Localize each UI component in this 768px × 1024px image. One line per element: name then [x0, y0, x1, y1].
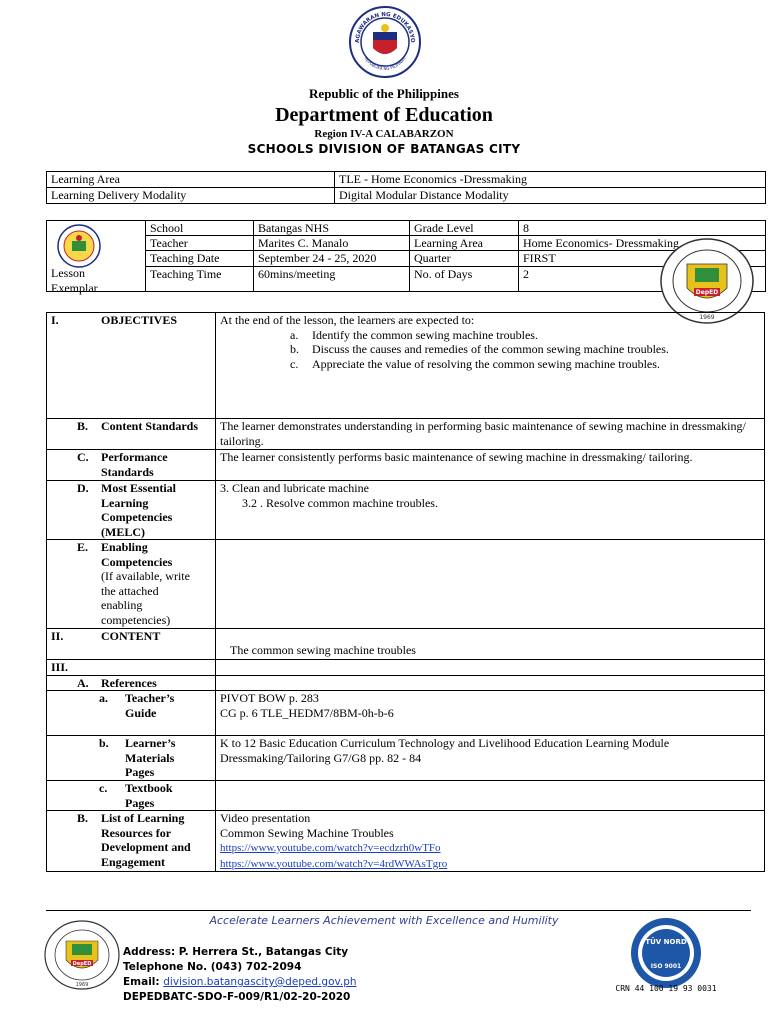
table-cell: Grade Level — [410, 221, 519, 236]
footer-email-link[interactable]: division.batangascity@deped.gov.ph — [163, 976, 357, 988]
table-row — [47, 675, 765, 691]
melc-cell — [216, 481, 765, 540]
table-row — [47, 629, 765, 660]
row-number: B. — [77, 419, 89, 433]
division-seal-year: 1969 — [699, 314, 715, 321]
row-label: Most Essential Learning Competencies (MELC) — [101, 481, 176, 539]
table-cell: 2 — [519, 266, 766, 291]
table-cell: Batangas NHS — [254, 221, 410, 236]
footer-form-code: DEPEDBATC-SDO-F-009/R1/02-20-2020 — [123, 991, 351, 1003]
row-number: I. — [51, 313, 59, 327]
youtube-link-2[interactable]: https://www.youtube.com/watch?v=4rdWWAsTgro — [220, 857, 448, 870]
table-row — [47, 188, 766, 204]
performance-standards-label-cell — [47, 450, 216, 481]
table-row — [47, 450, 765, 481]
table-row — [47, 660, 765, 676]
table-cell: Learning Area — [410, 236, 519, 251]
melc-label-cell — [47, 481, 216, 540]
row-number: b. — [99, 736, 109, 750]
deped-seal — [349, 6, 421, 78]
row-label: CONTENT — [101, 629, 161, 643]
footer-division-seal — [44, 920, 120, 990]
row-label: Textbook Pages — [125, 781, 173, 810]
list-item: b. Discuss the causes and remedies of the common sewing machine troubles. — [290, 342, 669, 356]
table-cell: No. of Days — [410, 266, 519, 291]
objectives-list — [220, 328, 760, 372]
content-label-cell — [47, 629, 216, 660]
table-cell: September 24 - 25, 2020 — [254, 251, 410, 266]
tuv-brand: TÜV NORD — [645, 938, 687, 946]
table-cell: Teaching Time — [146, 266, 254, 291]
list-item: c. Appreciate the value of resolving the common sewing machine troubles. — [290, 356, 660, 371]
teachers-guide-label-cell — [47, 691, 216, 736]
content-standards-label-cell — [47, 419, 216, 450]
table-cell — [216, 675, 765, 691]
table-cell: Marites C. Manalo — [254, 236, 410, 251]
table-cell: FIRST — [519, 251, 766, 266]
table-cell — [216, 660, 765, 676]
table-row — [47, 236, 766, 251]
resources-cell — [216, 811, 765, 872]
lesson-exemplar-cell — [47, 221, 146, 295]
footer-seal-year: 1969 — [75, 982, 89, 988]
content-text: The common sewing machine troubles — [230, 643, 416, 657]
row-label: List of Learning Resources for Development and Engagement — [101, 811, 191, 869]
content-cell — [216, 629, 765, 660]
resources-label-cell — [47, 811, 216, 872]
row-number: a. — [99, 691, 108, 705]
row-label: OBJECTIVES — [101, 313, 178, 327]
learners-materials-cell: K to 12 Basic Education Curriculum Technology and Livelihood Education Learning Module Dressmaking/Tailoring G7/G8 pp. 82 - 84 — [216, 736, 765, 781]
header-department: Department of Education — [275, 104, 493, 126]
table-row — [47, 172, 766, 188]
table-row — [47, 251, 766, 266]
header-republic: Republic of the Philippines — [309, 86, 459, 101]
tuv-iso-badge — [614, 916, 718, 1016]
textbook-cell — [216, 781, 765, 811]
footer-email-label: Email: — [123, 976, 164, 988]
performance-standards-cell: The learner consistently performs basic maintenance of sewing machine in dressmaking/ tailoring. — [216, 450, 765, 481]
deped-seal-top-text: AGAWARAN NG EDUKASYO — [354, 11, 416, 44]
textbook-label-cell — [47, 781, 216, 811]
footer-address: Address: P. Herrera St., Batangas City — [123, 946, 349, 958]
table-row — [47, 811, 765, 872]
row-number: III. — [51, 660, 69, 674]
row-number: C. — [77, 450, 89, 464]
youtube-link-1[interactable]: https://www.youtube.com/watch?v=ecdzrh0wTFo — [220, 842, 441, 854]
table-row — [47, 221, 766, 236]
objectives-intro: At the end of the lesson, the learners are expected to: — [220, 313, 475, 327]
resource-line: Video presentation — [220, 811, 311, 825]
cert-number: CRN 44 100 19 93 0031 — [615, 984, 717, 993]
objectives-label-cell — [47, 313, 216, 419]
row-label: Teacher’s Guide — [125, 691, 175, 720]
table-cell: Home Economics- Dressmaking — [519, 236, 766, 251]
footer-seal-mark: DepED — [72, 961, 92, 967]
row-number: c. — [99, 781, 108, 795]
list-item: a. Identify the common sewing machine troubles. — [290, 327, 538, 342]
info-table — [46, 171, 766, 204]
melc-line: 3. Clean and lubricate machine — [220, 481, 369, 495]
resource-line: Common Sewing Machine Troubles — [220, 825, 394, 840]
row-note: (If available, write the attached enabling competencies) — [101, 569, 190, 627]
table-row — [47, 781, 765, 811]
content-standards-cell: The learner demonstrates understanding in performing basic maintenance of sewing machine in dressmaking/ tailoring. — [216, 419, 765, 450]
iso-label: ISO 9001 — [650, 963, 682, 970]
learners-materials-label-cell — [47, 736, 216, 781]
footer-motto: Accelerate Learners Achievement with Excellence and Humility — [209, 914, 559, 927]
table-cell: Learning Delivery Modality — [47, 188, 335, 204]
row-label: Learner’s Materials Pages — [125, 736, 176, 779]
table-row — [47, 419, 765, 450]
table-row — [47, 540, 765, 629]
school-logo — [57, 224, 101, 268]
table-cell: 60mins/meeting — [254, 266, 410, 291]
table-row — [47, 736, 765, 781]
header-region: Region IV-A CALABARZON — [314, 128, 454, 140]
row-number: B. — [77, 811, 89, 825]
table-row — [47, 691, 765, 736]
teachers-guide-cell — [216, 691, 765, 736]
table-row — [47, 481, 765, 540]
table-cell: School — [146, 221, 254, 236]
row-number: D. — [77, 481, 89, 495]
enabling-label-cell — [47, 540, 216, 629]
table-cell: Quarter — [410, 251, 519, 266]
row-number: A. — [77, 675, 89, 690]
row-number: E. — [77, 540, 89, 554]
table-cell: 8 — [519, 221, 766, 236]
division-seal-mark: DepED — [695, 289, 719, 296]
enabling-cell — [216, 540, 765, 629]
table-cell: Teaching Date — [146, 251, 254, 266]
row-label: Performance Standards — [101, 450, 168, 479]
table-cell: Digital Modular Distance Modality — [335, 188, 766, 204]
row-number: II. — [51, 629, 64, 643]
row-label: References — [101, 675, 157, 690]
references-label-cell — [47, 675, 216, 691]
row-label: Enabling Competencies — [101, 540, 173, 569]
guide-line: CG p. 6 TLE_HEDM7/8BM-0h-b-6 — [220, 705, 394, 720]
lesson-table — [46, 312, 765, 872]
melc-line: 3.2 . Resolve common machine troubles. — [242, 495, 438, 510]
footer-divider — [46, 910, 751, 911]
header-division: SCHOOLS DIVISION OF BATANGAS CITY — [247, 142, 521, 156]
row-label: Content Standards — [101, 419, 199, 433]
table-row — [47, 266, 766, 291]
table-row — [47, 313, 765, 419]
table-cell: Teacher — [146, 236, 254, 251]
table-cell: Learning Area — [47, 172, 335, 188]
footer-phone: Telephone No. (043) 702-2094 — [123, 961, 302, 973]
lesson-label: Lesson — [51, 266, 85, 280]
deped-seal-bottom-text: REPUBLIKA NG PILIPINAS — [363, 55, 407, 72]
section-three-cell — [47, 660, 216, 676]
footer-email-line — [123, 976, 357, 988]
guide-line: PIVOT BOW p. 283 — [220, 691, 319, 705]
table-cell: TLE - Home Economics -Dressmaking — [335, 172, 766, 188]
exemplar-label: Exemplar — [51, 281, 98, 295]
objectives-cell — [216, 313, 765, 419]
